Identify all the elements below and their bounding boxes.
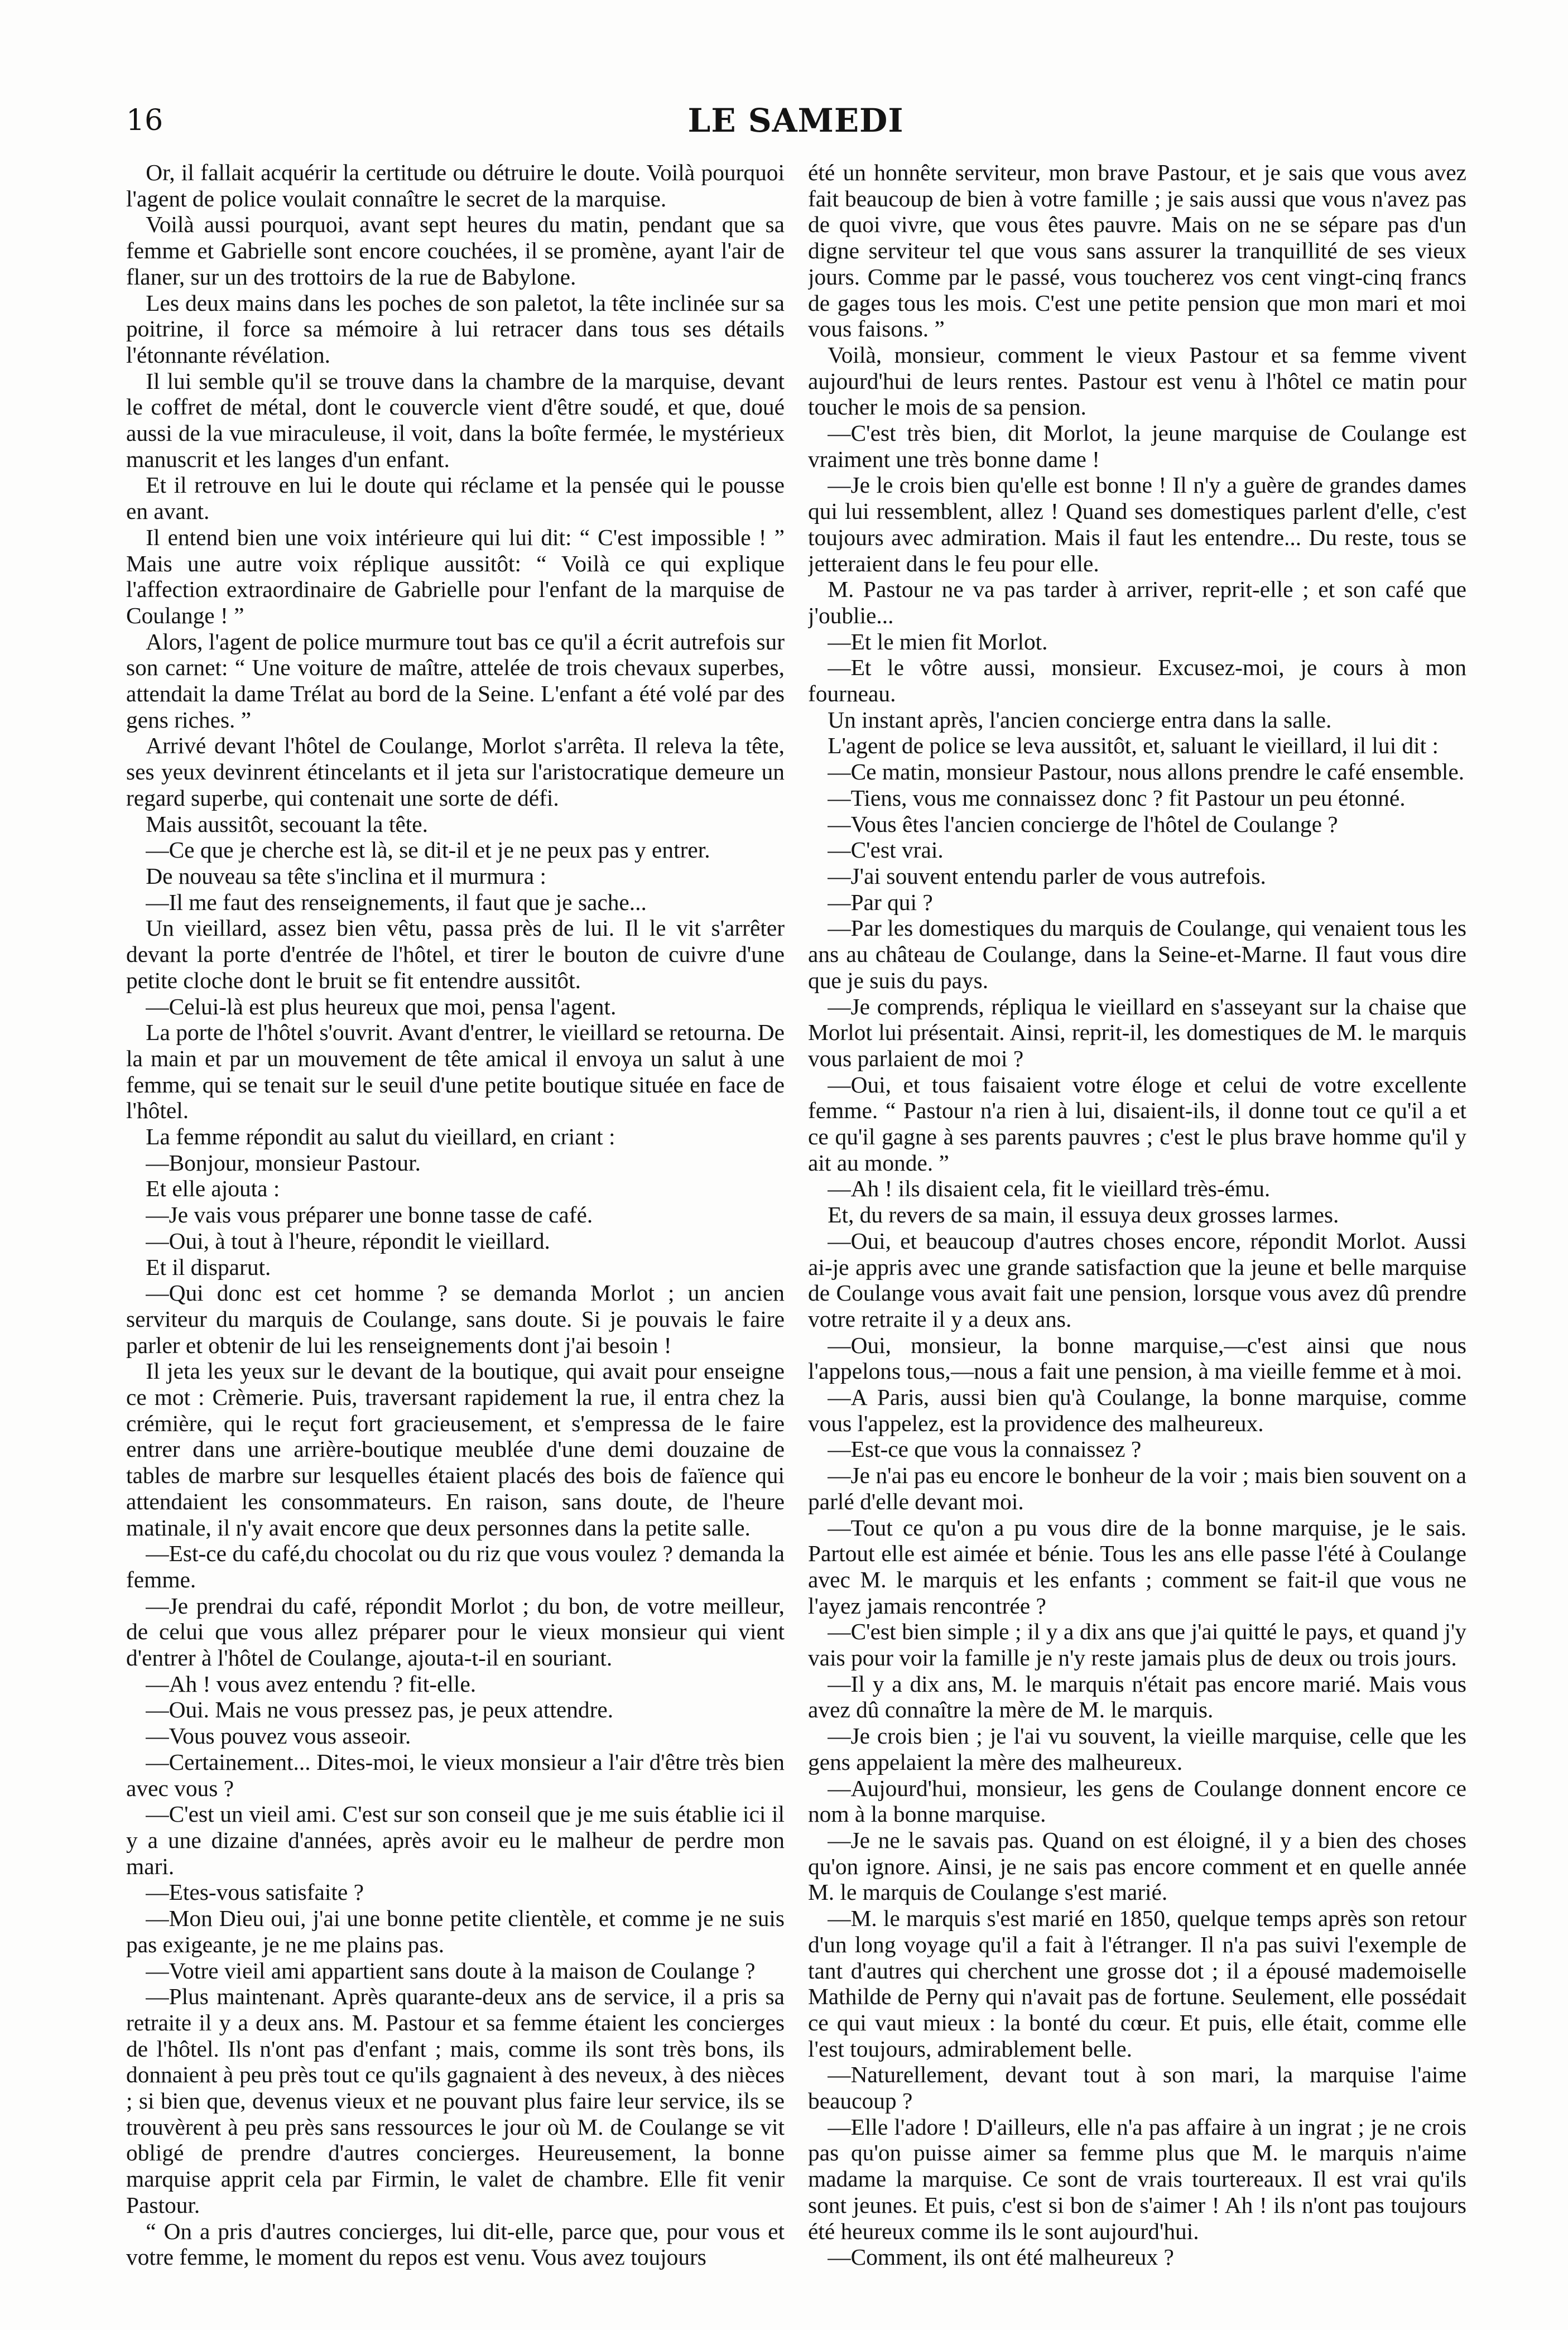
paragraph: La porte de l'hôtel s'ouvrit. Avant d'entrer, le vieillard se retourna. De la main et par un mouvement de tête amical il envoya un salut à une femme, qui se tenait sur le seuil d'une petite boutique située en face de l'hôtel. bbox=[126, 1019, 785, 1124]
paragraph: —Tiens, vous me connaissez donc ? fit Pastour un peu étonné. bbox=[828, 784, 1406, 811]
paragraph: Il entend bien une voix intérieure qui lui dit: “ C'est impossible ! ” Mais une autre voix réplique aussitôt: “ Voilà ce qui explique l'affection extraordinaire de Gabrielle pour l'enfant de la marquise de Coulange ! ” bbox=[126, 524, 785, 628]
paragraph: —Vous pouvez vous asseoir. bbox=[146, 1723, 411, 1749]
paragraph: —Il y a dix ans, M. le marquis n'était pas encore marié. Mais vous avez dû connaître la mère de M. le marquis. bbox=[808, 1671, 1466, 1723]
page-header bbox=[126, 98, 1465, 143]
left-column bbox=[126, 160, 785, 2313]
right-column bbox=[808, 160, 1466, 2313]
paragraph: —C'est très bien, dit Morlot, la jeune marquise de Coulange est vraiment une très bonne dame ! bbox=[808, 420, 1466, 472]
paragraph: M. Pastour ne va pas tarder à arriver, reprit-elle ; et son café que j'oublie... bbox=[808, 576, 1466, 628]
paragraph: —Bonjour, monsieur Pastour. bbox=[146, 1149, 421, 1176]
paragraph: —Ce que je cherche est là, se dit-il et je ne peux pas y entrer. bbox=[146, 837, 710, 863]
paragraph: —Je vais vous préparer une bonne tasse de café. bbox=[146, 1202, 593, 1228]
paragraph: L'agent de police se leva aussitôt, et, saluant le vieillard, il lui dit : bbox=[828, 733, 1439, 759]
paragraph: Arrivé devant l'hôtel de Coulange, Morlot s'arrêta. Il releva la tête, ses yeux devinrent étincelants et il jeta sur l'aristocratique demeure un regard superbe, qui contenait une sorte de défi. bbox=[126, 733, 785, 811]
journal-title: LE SAMEDI bbox=[687, 102, 904, 139]
paragraph: Et elle ajouta : bbox=[146, 1176, 280, 1202]
paragraph: —Est-ce que vous la connaissez ? bbox=[828, 1436, 1142, 1462]
paragraph: —Je n'ai pas eu encore le bonheur de la voir ; mais bien souvent on a parlé d'elle devant moi. bbox=[808, 1462, 1466, 1514]
paragraph: Mais aussitôt, secouant la tête. bbox=[146, 811, 428, 837]
paragraph: Et il retrouve en lui le doute qui réclame et la pensée qui le pousse en avant. bbox=[126, 472, 785, 524]
paragraph: —Et le vôtre aussi, monsieur. Excusez-moi, je cours à mon fourneau. bbox=[808, 654, 1466, 707]
paragraph: Alors, l'agent de police murmure tout bas ce qu'il a écrit autrefois sur son carnet: “ Une voiture de maître, attelée de trois chevaux superbes, attendait la dame Trélat au bord de la Seine. L'enfant a été volé par des gens riches. ” bbox=[126, 628, 785, 733]
paragraph: —Votre vieil ami appartient sans doute à la maison de Coulange ? bbox=[146, 1957, 756, 1984]
paragraph: —Elle l'adore ! D'ailleurs, elle n'a pas affaire à un ingrat ; je ne crois pas qu'on puisse aimer sa femme plus que M. le marquis n'aime madame la marquise. Ce sont de vrais tourtereaux. Il est vrai qu'ils sont jeunes. Et puis, c'est si bon de s'aimer ! Ah ! ils n'ont pas toujours été heureux comme ils le sont aujourd'hui. bbox=[808, 2114, 1466, 2244]
paragraph: —Par qui ? bbox=[828, 889, 933, 915]
paragraph: —Tout ce qu'on a pu vous dire de la bonne marquise, je le sais. Partout elle est aimée et bénie. Tous les ans elle passe l'été à Coulange avec M. le marquis et les enfants ; comment se fait-il que vous ne l'ayez jamais rencontrée ? bbox=[808, 1514, 1466, 1619]
paragraph: —Oui. Mais ne vous pressez pas, je peux attendre. bbox=[146, 1697, 614, 1723]
paragraph: —Plus maintenant. Après quarante-deux ans de service, il a pris sa retraite il y a deux ans. M. Pastour et sa femme étaient les concierges de l'hôtel. Ils n'ont pas d'enfant ; mais, comme ils sont très bons, ils donnaient à peu près tout ce qu'ils gagnaient à des neveux, à des nièces ; si bien que, devenus vieux et ne pouvant plus faire leur service, ils se trouvèrent à peu près sans ressources le jour où M. de Coulange se vit obligé de prendre d'autres concierges. Heureusement, la bonne marquise apprit cela par Firmin, le valet de chambre. Elle fit venir Pastour. bbox=[126, 1984, 785, 2218]
paragraph: Or, il fallait acquérir la certitude ou détruire le doute. Voilà pourquoi l'agent de police voulait connaître le secret de la marquise. bbox=[126, 160, 785, 211]
paragraph: —Je comprends, répliqua le vieillard en s'asseyant sur la chaise que Morlot lui présentait. Ainsi, reprit-il, les domestiques de M. le marquis vous parlaient de moi ? bbox=[808, 993, 1466, 1071]
paragraph: —Oui, et tous faisaient votre éloge et celui de votre excellente femme. “ Pastour n'a rien à lui, disaient-ils, il donne tout ce qu'il a et ce qu'il gagne à ses parents pauvres ; c'est le plus brave homme qu'il y ait au monde. ” bbox=[808, 1071, 1466, 1176]
paragraph: Les deux mains dans les poches de son paletot, la tête inclinée sur sa poitrine, il force sa mémoire à lui retracer dans tous ses détails l'étonnante révélation. bbox=[126, 290, 785, 368]
paragraph: Il lui semble qu'il se trouve dans la chambre de la marquise, devant le coffret de métal, dont le couvercle vient d'être soudé, et que, doué aussi de la vue miraculeuse, il voit, dans la boîte fermée, le mystérieux manuscrit et les langes d'un enfant. bbox=[126, 368, 785, 472]
paragraph: Et, du revers de sa main, il essuya deux grosses larmes. bbox=[828, 1202, 1339, 1228]
paragraph: —Certainement... Dites-moi, le vieux monsieur a l'air d'être très bien avec vous ? bbox=[126, 1749, 785, 1801]
paragraph: —Oui, et beaucoup d'autres choses encore, répondit Morlot. Aussi ai-je appris avec une grande satisfaction que la jeune et belle marquise de Coulange vous avait fait une pension, lorsque vous avez dû prendre votre retraite il y a deux ans. bbox=[808, 1227, 1466, 1332]
paragraph: —Je prendrai du café, répondit Morlot ; du bon, de votre meilleur, de celui que vous allez préparer pour le vieux monsieur qui vient d'entrer à l'hôtel de Coulange, ajouta-t-il en souriant. bbox=[126, 1592, 785, 1671]
paragraph: Il jeta les yeux sur le devant de la boutique, qui avait pour enseigne ce mot : Crèmerie. Puis, traversant rapidement la rue, il entra chez la crémière, qui le reçut fort gracieusement, et s'empressa de le faire entrer dans une arrière-boutique meublée d'une demi douzaine de tables de marbre sur lesquelles étaient placés des bois de faïence qui attendaient les consommateurs. En raison, sans doute, de l'heure matinale, il n'y avait encore que deux personnes dans la petite salle. bbox=[126, 1358, 785, 1541]
paragraph: —Je le crois bien qu'elle est bonne ! Il n'y a guère de grandes dames qui lui ressemblent, allez ! Quand ses domestiques parlent d'elle, c'est toujours avec admiration. Mais il faut les entendre... Du reste, tous se jetteraient dans le feu pour elle. bbox=[808, 472, 1466, 576]
paragraph: Et il disparut. bbox=[146, 1254, 271, 1280]
paragraph: —Celui-là est plus heureux que moi, pensa l'agent. bbox=[146, 993, 617, 1019]
paragraph: Un vieillard, assez bien vêtu, passa près de lui. Il le vit s'arrêter devant la porte d'entrée de l'hôtel, et tirer le bouton de cuivre d'une petite cloche dont le bruit se fit entendre aussitôt. bbox=[126, 915, 785, 993]
paragraph: “ On a pris d'autres concierges, lui dit-elle, parce que, pour vous et votre femme, le moment du repos est venu. Vous avez toujours bbox=[126, 2218, 785, 2270]
paragraph: —C'est bien simple ; il y a dix ans que j'ai quitté le pays, et quand j'y vais pour voir la famille je n'y reste jamais plus de deux ou trois jours. bbox=[808, 1619, 1466, 1671]
paragraph: été un honnête serviteur, mon brave Pastour, et je sais que vous avez fait beaucoup de bien à votre famille ; je sais aussi que vous n'avez pas de quoi vivre, que vous êtes pauvre. Mais on ne se sépare pas d'un digne serviteur tel que vous sans assurer la tranquillité de ses vieux jours. Comme par le passé, vous toucherez vos cent vingt-cinq francs de gages tous les mois. C'est une petite pension que mon mari et moi vous faisons. ” bbox=[808, 160, 1466, 342]
paragraph: —Naturellement, devant tout à son mari, la marquise l'aime beaucoup ? bbox=[808, 2062, 1466, 2114]
paragraph: Voilà aussi pourquoi, avant sept heures du matin, pendant que sa femme et Gabrielle sont encore couchées, il se promène, ayant l'air de flaner, sur un des trottoirs de la rue de Babylone. bbox=[126, 211, 785, 290]
paragraph: —Ce matin, monsieur Pastour, nous allons prendre le café ensemble. bbox=[828, 759, 1465, 785]
page-number: 16 bbox=[126, 104, 163, 137]
paragraph: —Comment, ils ont été malheureux ? bbox=[828, 2244, 1174, 2270]
paragraph: —Et le mien fit Morlot. bbox=[828, 628, 1048, 654]
paragraph: Voilà, monsieur, comment le vieux Pastour et sa femme vivent aujourd'hui de leurs rentes. Pastour est venu à l'hôtel ce matin pour toucher le mois de sa pension. bbox=[808, 341, 1466, 420]
paragraph: —Oui, monsieur, la bonne marquise,—c'est ainsi que nous l'appelons tous,—nous a fait une pension, à ma vieille femme et à moi. bbox=[808, 1332, 1466, 1384]
paragraph: —Mon Dieu oui, j'ai une bonne petite clientèle, et comme je ne suis pas exigeante, je ne me plains pas. bbox=[126, 1905, 785, 1957]
paragraph: —Etes-vous satisfaite ? bbox=[146, 1879, 364, 1905]
paragraph: —Par les domestiques du marquis de Coulange, qui venaient tous les ans au château de Coulange, dans la Seine-et-Marne. Il faut vous dire que je suis du pays. bbox=[808, 915, 1466, 993]
paragraph: —A Paris, aussi bien qu'à Coulange, la bonne marquise, comme vous l'appelez, est la providence des malheureux. bbox=[808, 1384, 1466, 1436]
paragraph: —Je crois bien ; je l'ai vu souvent, la vieille marquise, celle que les gens appelaient la mère des malheureux. bbox=[808, 1723, 1466, 1775]
paragraph: —Ah ! ils disaient cela, fit le vieillard très-ému. bbox=[828, 1176, 1271, 1202]
paragraph: Un instant après, l'ancien concierge entra dans la salle. bbox=[828, 706, 1332, 733]
paragraph: —Est-ce du café,du chocolat ou du riz que vous voulez ? demanda la femme. bbox=[126, 1541, 785, 1592]
paragraph: —Je ne le savais pas. Quand on est éloigné, il y a bien des choses qu'on ignore. Ainsi, je ne sais pas encore comment et en quelle année M. le marquis de Coulange s'est marié. bbox=[808, 1827, 1466, 1905]
paragraph: —C'est vrai. bbox=[828, 837, 944, 863]
paragraph: —Il me faut des renseignements, il faut que je sache... bbox=[146, 889, 647, 915]
paragraph: —C'est un vieil ami. C'est sur son conseil que je me suis établie ici il y a une dizaine d'années, après avoir eu le malheur de perdre mon mari. bbox=[126, 1801, 785, 1879]
paragraph: La femme répondit au salut du vieillard, en criant : bbox=[146, 1124, 615, 1150]
paragraph: —M. le marquis s'est marié en 1850, quelque temps après son retour d'un long voyage qu'il a fait à l'étranger. Il n'a pas suivi l'exemple de tant d'autres qui cherchent une grosse dot ; il a épousé mademoiselle Mathilde de Perny qui n'avait pas de fortune. Seulement, elle possédait ce qui vaut mieux : la bonté du cœur. Et puis, elle était, comme elle l'est toujours, admirablement belle. bbox=[808, 1905, 1466, 2062]
paragraph: —Aujourd'hui, monsieur, les gens de Coulange donnent encore ce nom à la bonne marquise. bbox=[808, 1775, 1466, 1827]
paragraph: —Ah ! vous avez entendu ? fit-elle. bbox=[146, 1671, 477, 1697]
paragraph: —Vous êtes l'ancien concierge de l'hôtel de Coulange ? bbox=[828, 811, 1338, 837]
paragraph: De nouveau sa tête s'inclina et il murmura : bbox=[146, 863, 546, 889]
paragraph: —Qui donc est cet homme ? se demanda Morlot ; un ancien serviteur du marquis de Coulange, sans doute. Si je pouvais le faire parler et obtenir de lui les renseignements dont j'ai besoin ! bbox=[126, 1280, 785, 1358]
paragraph: —J'ai souvent entendu parler de vous autrefois. bbox=[828, 863, 1266, 889]
paragraph: —Oui, à tout à l'heure, répondit le vieillard. bbox=[146, 1227, 550, 1254]
